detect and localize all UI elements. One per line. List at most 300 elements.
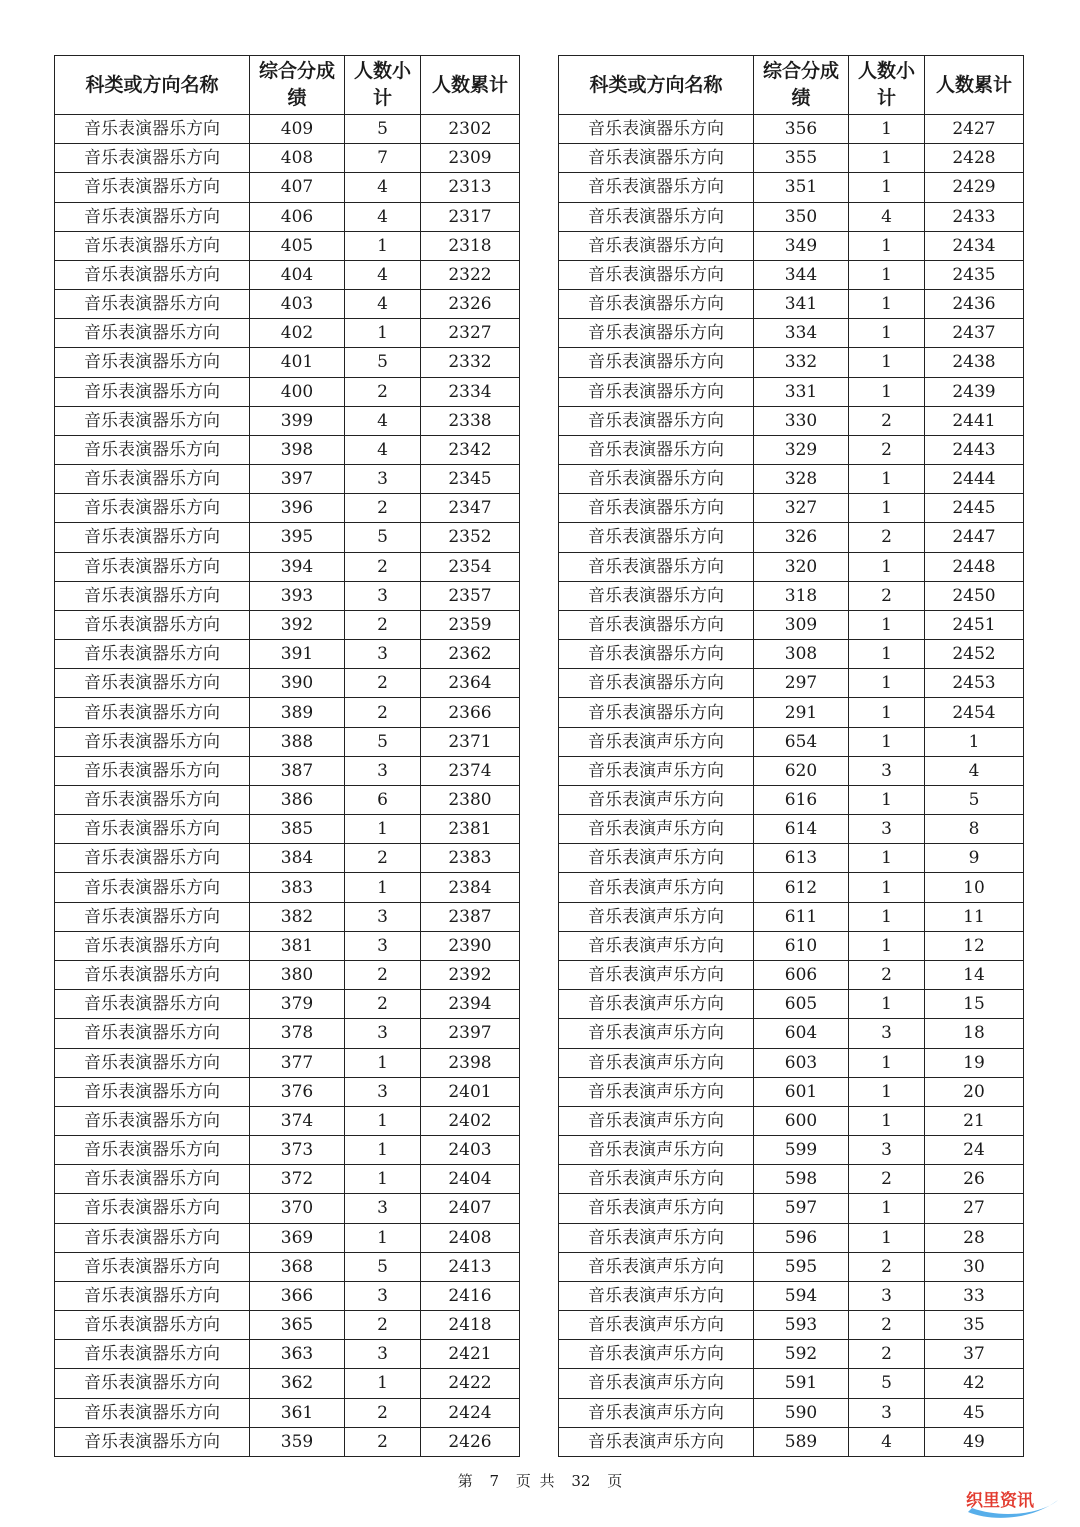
cell-cumulative: 2426 <box>421 1427 520 1456</box>
table-row <box>55 260 520 289</box>
table-row <box>55 844 520 873</box>
table-row <box>559 1165 1024 1194</box>
table-row <box>55 640 520 669</box>
header-count: 人数小计 <box>345 56 421 115</box>
table-row <box>559 1281 1024 1310</box>
table-row <box>559 1048 1024 1077</box>
cell-name: 音乐表演器乐方向 <box>55 640 250 669</box>
footer-prefix: 第 <box>457 1472 473 1490</box>
cell-cumulative: 2407 <box>421 1194 520 1223</box>
page-footer <box>0 1470 1080 1491</box>
cell-score: 381 <box>250 931 345 960</box>
table-row <box>55 1077 520 1106</box>
cell-count: 1 <box>345 1106 421 1135</box>
cell-cumulative: 2342 <box>421 435 520 464</box>
table-row <box>559 115 1024 144</box>
table-row <box>559 610 1024 639</box>
cell-score: 612 <box>754 873 849 902</box>
table-row <box>55 144 520 173</box>
cell-count: 2 <box>849 406 925 435</box>
cell-cumulative: 2327 <box>421 319 520 348</box>
cell-cumulative: 33 <box>925 1281 1024 1310</box>
cell-count: 4 <box>345 290 421 319</box>
cell-score: 378 <box>250 1019 345 1048</box>
cell-cumulative: 2326 <box>421 290 520 319</box>
cell-cumulative: 2345 <box>421 465 520 494</box>
cell-score: 385 <box>250 815 345 844</box>
cell-count: 3 <box>849 815 925 844</box>
table-row <box>559 319 1024 348</box>
cell-count: 1 <box>849 844 925 873</box>
cell-score: 386 <box>250 785 345 814</box>
table-row <box>559 348 1024 377</box>
table-row <box>559 902 1024 931</box>
cell-count: 1 <box>849 1194 925 1223</box>
cell-score: 380 <box>250 960 345 989</box>
table-row <box>559 1223 1024 1252</box>
table-row <box>559 1077 1024 1106</box>
cell-cumulative: 2436 <box>925 290 1024 319</box>
cell-cumulative: 2435 <box>925 260 1024 289</box>
table-row <box>559 465 1024 494</box>
table-row <box>559 990 1024 1019</box>
cell-count: 1 <box>849 902 925 931</box>
cell-cumulative: 11 <box>925 902 1024 931</box>
cell-name: 音乐表演器乐方向 <box>55 552 250 581</box>
cell-score: 362 <box>250 1369 345 1398</box>
cell-count: 4 <box>849 202 925 231</box>
cell-count: 1 <box>849 348 925 377</box>
cell-cumulative: 2364 <box>421 669 520 698</box>
cell-count: 1 <box>849 1077 925 1106</box>
cell-score: 309 <box>754 610 849 639</box>
cell-cumulative: 2454 <box>925 698 1024 727</box>
cell-score: 376 <box>250 1077 345 1106</box>
cell-cumulative: 2383 <box>421 844 520 873</box>
cell-score: 591 <box>754 1369 849 1398</box>
table-row <box>559 1340 1024 1369</box>
cell-cumulative: 19 <box>925 1048 1024 1077</box>
header-score: 综合分成绩 <box>754 56 849 115</box>
table-row <box>559 1106 1024 1135</box>
cell-score: 334 <box>754 319 849 348</box>
cell-count: 3 <box>345 1077 421 1106</box>
cell-name: 音乐表演器乐方向 <box>559 669 754 698</box>
cell-name: 音乐表演器乐方向 <box>559 319 754 348</box>
cell-score: 366 <box>250 1281 345 1310</box>
cell-cumulative: 2429 <box>925 173 1024 202</box>
cell-name: 音乐表演器乐方向 <box>559 435 754 464</box>
cell-cumulative: 2451 <box>925 610 1024 639</box>
footer-page-number: 7 <box>489 1472 500 1490</box>
cell-count: 1 <box>345 1369 421 1398</box>
cell-cumulative: 2359 <box>421 610 520 639</box>
cell-cumulative: 24 <box>925 1136 1024 1165</box>
cell-count: 3 <box>345 1281 421 1310</box>
cell-cumulative: 2428 <box>925 144 1024 173</box>
cell-count: 4 <box>849 1427 925 1456</box>
cell-count: 5 <box>345 1252 421 1281</box>
cell-cumulative: 2438 <box>925 348 1024 377</box>
cell-name: 音乐表演声乐方向 <box>559 1340 754 1369</box>
cell-name: 音乐表演器乐方向 <box>55 231 250 260</box>
cell-name: 音乐表演器乐方向 <box>55 173 250 202</box>
cell-cumulative: 2318 <box>421 231 520 260</box>
table-row <box>559 1136 1024 1165</box>
watermark-logo <box>962 1486 1062 1520</box>
cell-name: 音乐表演声乐方向 <box>559 1369 754 1398</box>
cell-count: 2 <box>345 669 421 698</box>
cell-count: 5 <box>345 727 421 756</box>
cell-name: 音乐表演声乐方向 <box>559 960 754 989</box>
cell-score: 391 <box>250 640 345 669</box>
cell-count: 4 <box>345 173 421 202</box>
table-row <box>55 1311 520 1340</box>
cell-cumulative: 2347 <box>421 494 520 523</box>
cell-count: 3 <box>849 1019 925 1048</box>
cell-cumulative: 2394 <box>421 990 520 1019</box>
cell-cumulative: 2433 <box>925 202 1024 231</box>
cell-cumulative: 2332 <box>421 348 520 377</box>
cell-score: 401 <box>250 348 345 377</box>
cell-count: 3 <box>849 1281 925 1310</box>
cell-count: 2 <box>849 581 925 610</box>
cell-name: 音乐表演器乐方向 <box>55 1194 250 1223</box>
cell-score: 620 <box>754 756 849 785</box>
table-row <box>55 231 520 260</box>
cell-count: 6 <box>345 785 421 814</box>
cell-count: 1 <box>849 144 925 173</box>
cell-name: 音乐表演器乐方向 <box>55 1165 250 1194</box>
cell-count: 3 <box>345 756 421 785</box>
cell-cumulative: 2445 <box>925 494 1024 523</box>
table-row <box>559 144 1024 173</box>
cell-cumulative: 18 <box>925 1019 1024 1048</box>
cell-count: 1 <box>849 785 925 814</box>
cell-cumulative: 2450 <box>925 581 1024 610</box>
table-row <box>559 1369 1024 1398</box>
cell-cumulative: 2374 <box>421 756 520 785</box>
cell-score: 614 <box>754 815 849 844</box>
cell-score: 331 <box>754 377 849 406</box>
cell-score: 384 <box>250 844 345 873</box>
cell-cumulative: 2418 <box>421 1311 520 1340</box>
cell-count: 1 <box>345 231 421 260</box>
cell-score: 370 <box>250 1194 345 1223</box>
table-row <box>55 115 520 144</box>
cell-name: 音乐表演器乐方向 <box>559 231 754 260</box>
cell-name: 音乐表演声乐方向 <box>559 1311 754 1340</box>
cell-name: 音乐表演声乐方向 <box>559 1252 754 1281</box>
cell-score: 396 <box>250 494 345 523</box>
cell-name: 音乐表演器乐方向 <box>55 1311 250 1340</box>
cell-cumulative: 2447 <box>925 523 1024 552</box>
cell-score: 372 <box>250 1165 345 1194</box>
cell-score: 341 <box>754 290 849 319</box>
cell-count: 1 <box>849 698 925 727</box>
cell-name: 音乐表演声乐方向 <box>559 785 754 814</box>
table-row <box>55 1194 520 1223</box>
cell-name: 音乐表演器乐方向 <box>55 406 250 435</box>
cell-count: 1 <box>345 1223 421 1252</box>
cell-name: 音乐表演器乐方向 <box>55 1398 250 1427</box>
table-row <box>55 1398 520 1427</box>
cell-score: 599 <box>754 1136 849 1165</box>
cell-score: 611 <box>754 902 849 931</box>
cell-name: 音乐表演器乐方向 <box>559 494 754 523</box>
cell-score: 596 <box>754 1223 849 1252</box>
cell-count: 4 <box>345 260 421 289</box>
cell-cumulative: 35 <box>925 1311 1024 1340</box>
cell-count: 1 <box>849 377 925 406</box>
table-row <box>559 669 1024 698</box>
cell-score: 326 <box>754 523 849 552</box>
cell-count: 1 <box>849 290 925 319</box>
cell-score: 388 <box>250 727 345 756</box>
cell-name: 音乐表演声乐方向 <box>559 1106 754 1135</box>
cell-name: 音乐表演器乐方向 <box>55 698 250 727</box>
cell-score: 590 <box>754 1398 849 1427</box>
cell-name: 音乐表演声乐方向 <box>559 1427 754 1456</box>
cell-count: 1 <box>849 727 925 756</box>
cell-count: 1 <box>345 1165 421 1194</box>
cell-name: 音乐表演声乐方向 <box>559 1281 754 1310</box>
cell-name: 音乐表演器乐方向 <box>55 523 250 552</box>
cell-score: 393 <box>250 581 345 610</box>
cell-name: 音乐表演器乐方向 <box>55 960 250 989</box>
cell-name: 音乐表演器乐方向 <box>55 348 250 377</box>
table-row <box>55 815 520 844</box>
header-row <box>559 56 1024 115</box>
table-row <box>55 319 520 348</box>
cell-name: 音乐表演器乐方向 <box>55 494 250 523</box>
cell-score: 394 <box>250 552 345 581</box>
cell-count: 3 <box>345 931 421 960</box>
table-row <box>559 960 1024 989</box>
table-row <box>55 348 520 377</box>
table-row <box>55 902 520 931</box>
cell-cumulative: 2357 <box>421 581 520 610</box>
cell-cumulative: 2421 <box>421 1340 520 1369</box>
cell-score: 308 <box>754 640 849 669</box>
table-row <box>55 785 520 814</box>
cell-cumulative: 42 <box>925 1369 1024 1398</box>
cell-name: 音乐表演声乐方向 <box>559 844 754 873</box>
cell-cumulative: 2397 <box>421 1019 520 1048</box>
cell-cumulative: 2437 <box>925 319 1024 348</box>
cell-name: 音乐表演器乐方向 <box>55 756 250 785</box>
table-row <box>559 931 1024 960</box>
table-row <box>559 1019 1024 1048</box>
table-row <box>55 494 520 523</box>
cell-name: 音乐表演器乐方向 <box>559 698 754 727</box>
watermark-text: 织里资讯 <box>966 1491 1034 1511</box>
cell-name: 音乐表演器乐方向 <box>55 377 250 406</box>
table-row <box>55 931 520 960</box>
table-row <box>559 290 1024 319</box>
cell-score: 379 <box>250 990 345 1019</box>
cell-count: 2 <box>345 990 421 1019</box>
cell-name: 音乐表演器乐方向 <box>55 1106 250 1135</box>
header-name: 科类或方向名称 <box>55 56 250 115</box>
cell-count: 1 <box>345 1048 421 1077</box>
cell-name: 音乐表演器乐方向 <box>55 1340 250 1369</box>
table-row <box>55 1223 520 1252</box>
cell-cumulative: 2443 <box>925 435 1024 464</box>
cell-score: 593 <box>754 1311 849 1340</box>
cell-score: 356 <box>754 115 849 144</box>
cell-score: 291 <box>754 698 849 727</box>
cell-score: 350 <box>754 202 849 231</box>
cell-count: 1 <box>849 873 925 902</box>
cell-score: 361 <box>250 1398 345 1427</box>
cell-score: 332 <box>754 348 849 377</box>
cell-cumulative: 2380 <box>421 785 520 814</box>
cell-score: 654 <box>754 727 849 756</box>
table-row <box>55 727 520 756</box>
cell-score: 392 <box>250 610 345 639</box>
table-row <box>55 1340 520 1369</box>
cell-cumulative: 2313 <box>421 173 520 202</box>
table-row <box>55 610 520 639</box>
table-row <box>559 260 1024 289</box>
cell-name: 音乐表演器乐方向 <box>559 552 754 581</box>
cell-name: 音乐表演声乐方向 <box>559 1048 754 1077</box>
table-row <box>55 756 520 785</box>
cell-count: 3 <box>345 465 421 494</box>
cell-cumulative: 2444 <box>925 465 1024 494</box>
table-body-left <box>55 115 520 1457</box>
cell-score: 610 <box>754 931 849 960</box>
table-row <box>55 960 520 989</box>
cell-cumulative: 2354 <box>421 552 520 581</box>
table-body-right <box>559 115 1024 1457</box>
table-row <box>559 231 1024 260</box>
cell-cumulative: 12 <box>925 931 1024 960</box>
cell-cumulative: 2352 <box>421 523 520 552</box>
cell-score: 390 <box>250 669 345 698</box>
cell-name: 音乐表演器乐方向 <box>55 290 250 319</box>
cell-count: 3 <box>345 902 421 931</box>
cell-score: 320 <box>754 552 849 581</box>
table-row <box>559 640 1024 669</box>
cell-cumulative: 28 <box>925 1223 1024 1252</box>
cell-name: 音乐表演器乐方向 <box>55 1427 250 1456</box>
cell-cumulative: 2448 <box>925 552 1024 581</box>
footer-total-pages: 32 <box>571 1472 591 1490</box>
cell-count: 1 <box>849 990 925 1019</box>
cell-score: 616 <box>754 785 849 814</box>
cell-count: 2 <box>849 435 925 464</box>
table-row <box>55 990 520 1019</box>
cell-name: 音乐表演器乐方向 <box>559 144 754 173</box>
cell-name: 音乐表演器乐方向 <box>559 640 754 669</box>
cell-cumulative: 2452 <box>925 640 1024 669</box>
cell-name: 音乐表演器乐方向 <box>55 727 250 756</box>
cell-count: 1 <box>345 319 421 348</box>
cell-cumulative: 2384 <box>421 873 520 902</box>
cell-score: 597 <box>754 1194 849 1223</box>
cell-name: 音乐表演器乐方向 <box>55 785 250 814</box>
cell-name: 音乐表演器乐方向 <box>55 931 250 960</box>
cell-count: 1 <box>345 1136 421 1165</box>
cell-score: 604 <box>754 1019 849 1048</box>
cell-name: 音乐表演器乐方向 <box>55 1223 250 1252</box>
cell-score: 395 <box>250 523 345 552</box>
cell-count: 2 <box>345 494 421 523</box>
cell-name: 音乐表演器乐方向 <box>55 1369 250 1398</box>
cell-cumulative: 2338 <box>421 406 520 435</box>
cell-cumulative: 1 <box>925 727 1024 756</box>
cell-name: 音乐表演器乐方向 <box>559 115 754 144</box>
table-row <box>559 815 1024 844</box>
cell-score: 374 <box>250 1106 345 1135</box>
table-row <box>55 377 520 406</box>
table-row <box>55 435 520 464</box>
cell-name: 音乐表演器乐方向 <box>559 290 754 319</box>
cell-score: 330 <box>754 406 849 435</box>
header-name: 科类或方向名称 <box>559 56 754 115</box>
cell-name: 音乐表演器乐方向 <box>559 523 754 552</box>
cell-count: 3 <box>345 581 421 610</box>
cell-count: 2 <box>345 552 421 581</box>
cell-score: 592 <box>754 1340 849 1369</box>
header-cumulative: 人数累计 <box>925 56 1024 115</box>
cell-cumulative: 2392 <box>421 960 520 989</box>
cell-count: 3 <box>345 1340 421 1369</box>
cell-cumulative: 37 <box>925 1340 1024 1369</box>
table-row <box>55 173 520 202</box>
cell-count: 2 <box>345 1311 421 1340</box>
cell-name: 音乐表演器乐方向 <box>55 1019 250 1048</box>
table-row <box>55 1165 520 1194</box>
cell-name: 音乐表演声乐方向 <box>559 815 754 844</box>
cell-count: 1 <box>849 465 925 494</box>
cell-count: 3 <box>849 756 925 785</box>
cell-cumulative: 2334 <box>421 377 520 406</box>
cell-score: 404 <box>250 260 345 289</box>
table-row <box>559 1311 1024 1340</box>
cell-cumulative: 2371 <box>421 727 520 756</box>
table-row <box>55 1106 520 1135</box>
cell-score: 606 <box>754 960 849 989</box>
cell-cumulative: 2439 <box>925 377 1024 406</box>
header-cumulative: 人数累计 <box>421 56 520 115</box>
cell-count: 2 <box>849 1252 925 1281</box>
cell-score: 398 <box>250 435 345 464</box>
table-row <box>559 727 1024 756</box>
cell-score: 328 <box>754 465 849 494</box>
table-row <box>55 1427 520 1456</box>
table-row <box>55 1281 520 1310</box>
cell-cumulative: 2453 <box>925 669 1024 698</box>
cell-count: 1 <box>849 173 925 202</box>
cell-count: 5 <box>345 523 421 552</box>
cell-name: 音乐表演器乐方向 <box>55 435 250 464</box>
cell-score: 351 <box>754 173 849 202</box>
cell-score: 598 <box>754 1165 849 1194</box>
cell-cumulative: 30 <box>925 1252 1024 1281</box>
table-row <box>55 581 520 610</box>
cell-cumulative: 2302 <box>421 115 520 144</box>
cell-score: 594 <box>754 1281 849 1310</box>
cell-count: 2 <box>345 1427 421 1456</box>
cell-count: 2 <box>345 844 421 873</box>
cell-name: 音乐表演声乐方向 <box>559 1398 754 1427</box>
cell-name: 音乐表演器乐方向 <box>55 144 250 173</box>
cell-cumulative: 2317 <box>421 202 520 231</box>
cell-score: 373 <box>250 1136 345 1165</box>
